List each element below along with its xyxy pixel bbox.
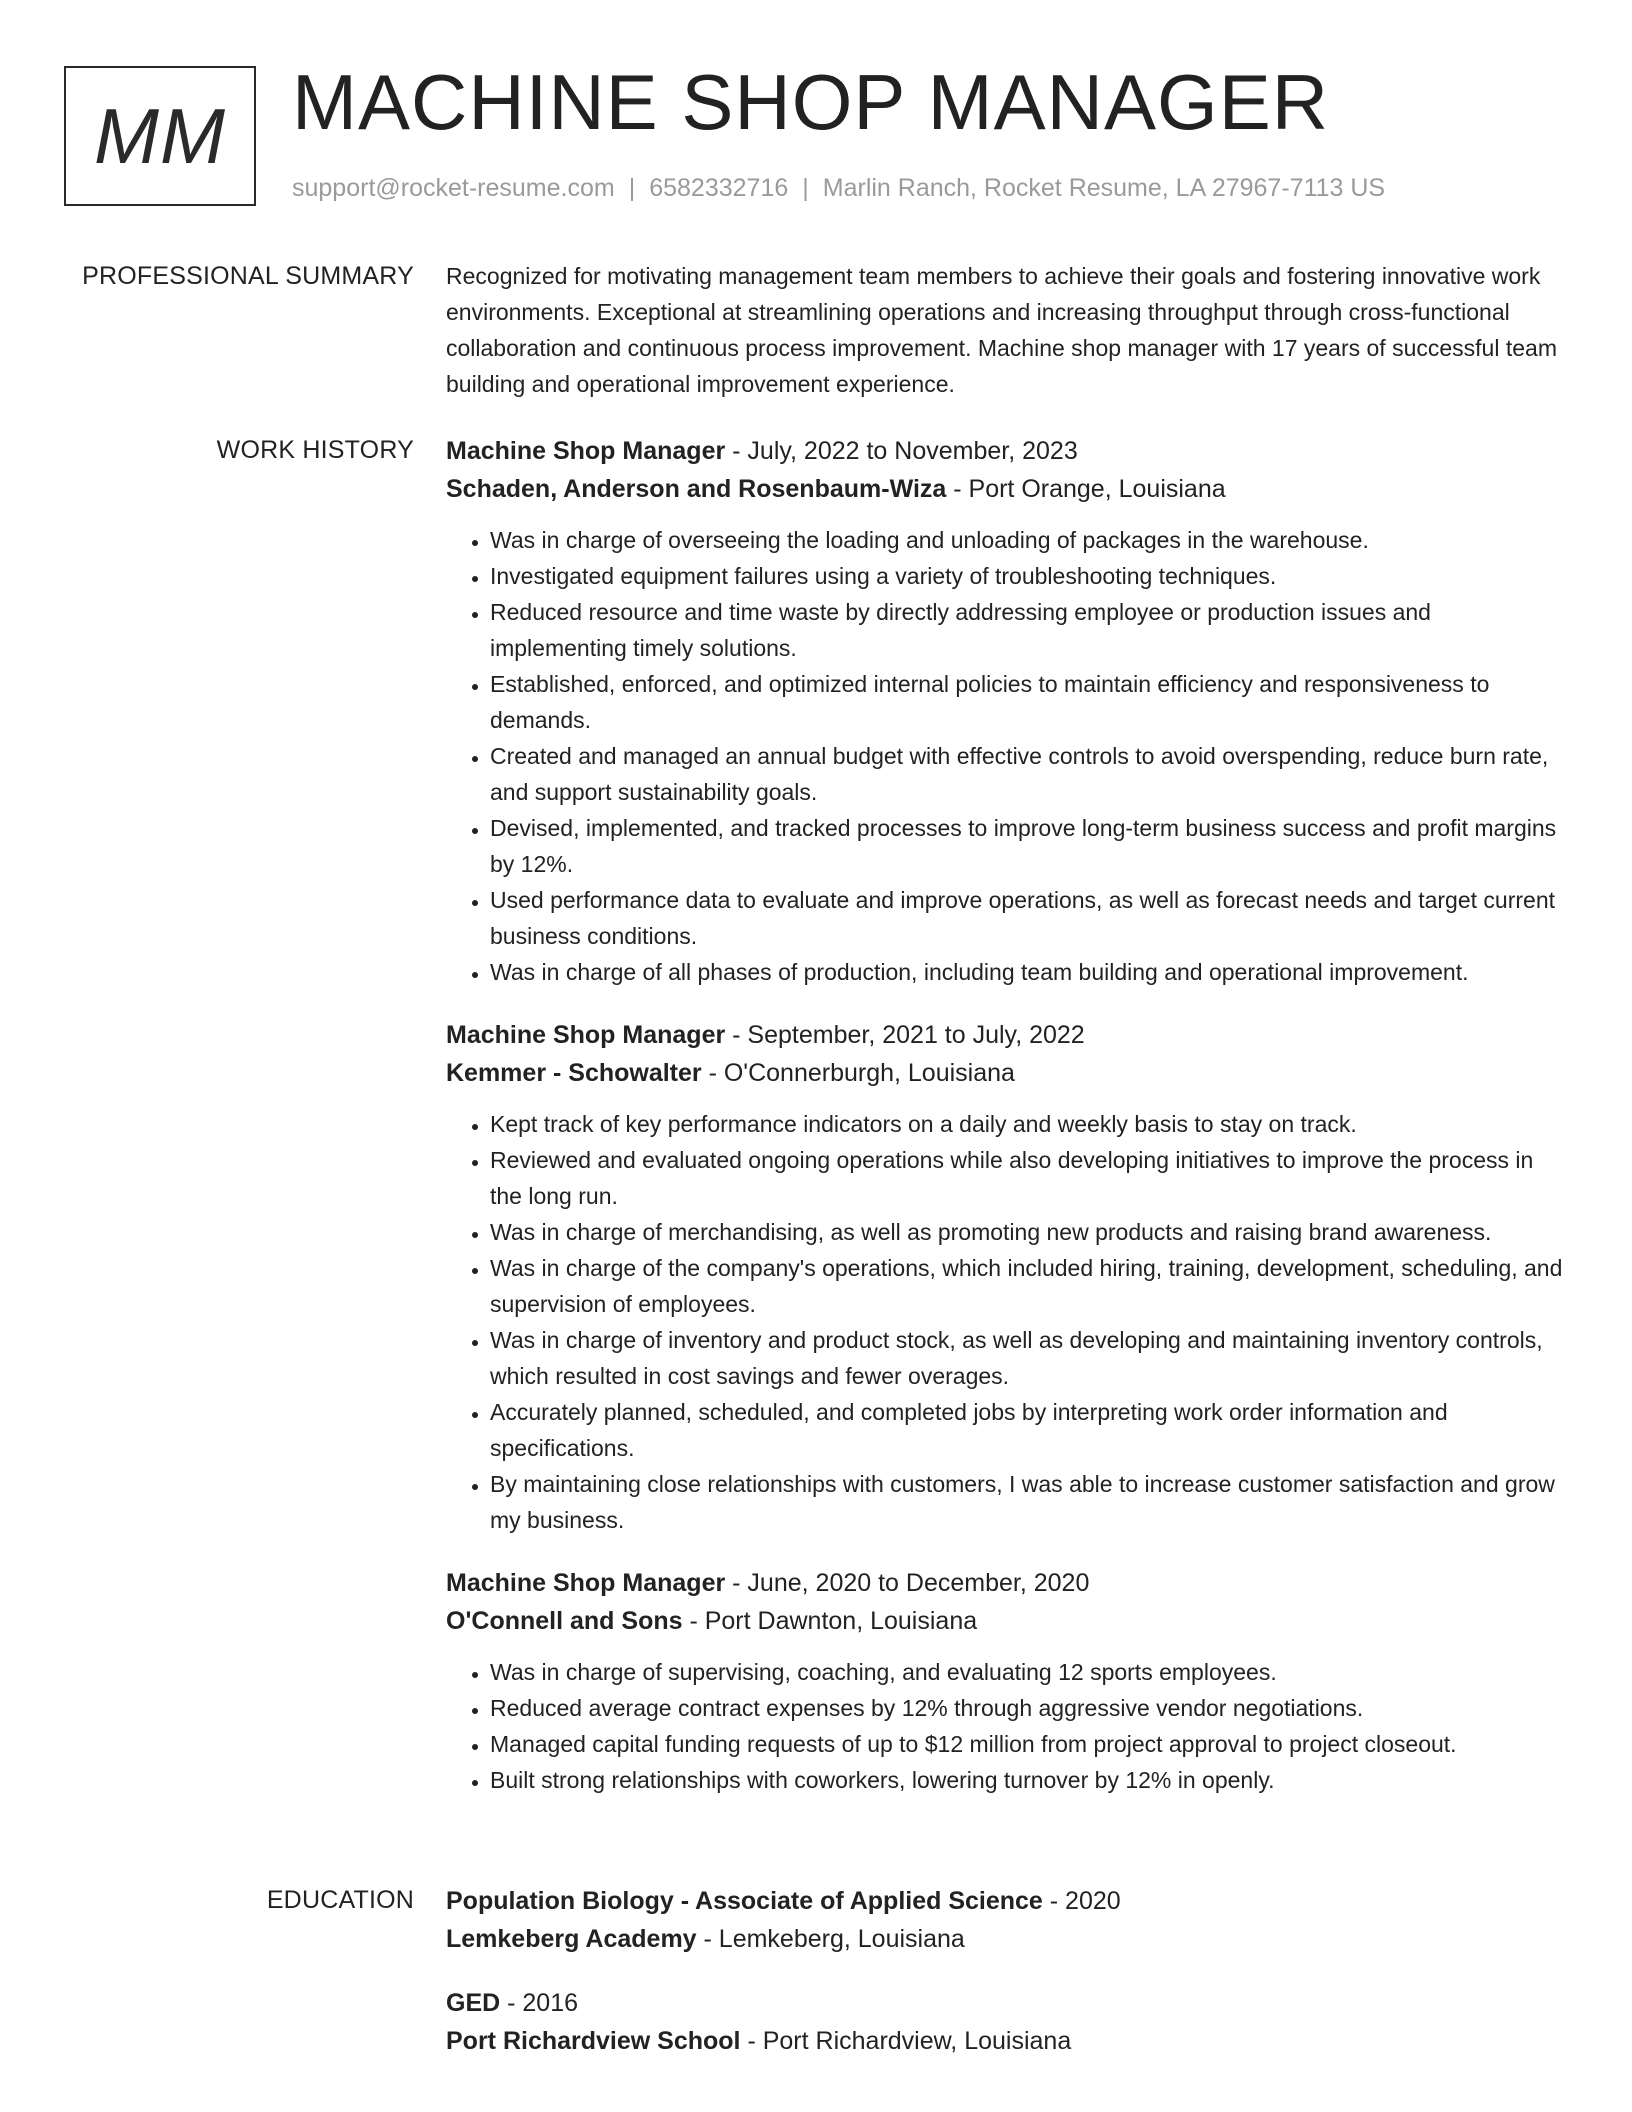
section-label-summary: PROFESSIONAL SUMMARY (82, 262, 414, 290)
education-year: - 2016 (500, 1989, 579, 2017)
work-history-body (446, 432, 1566, 1824)
job-company: O'Connell and Sons (446, 1607, 683, 1635)
education-degree: Population Biology - Associate of Applied Science (446, 1887, 1043, 1915)
job-bullets (446, 522, 1566, 990)
job-company: Kemmer - Schowalter (446, 1059, 702, 1087)
section-label-work-history: WORK HISTORY (216, 436, 414, 464)
job-title: Machine Shop Manager (446, 1569, 726, 1597)
education-entry (446, 1882, 1566, 1958)
education-school-line (446, 1920, 1566, 1958)
job-location: - O'Connerburgh, Louisiana (701, 1059, 1015, 1087)
job-bullet: • Built strong relationships with coworkers, lowering turnover by 12% in openly. (490, 1762, 1566, 1798)
job-company-line (446, 1054, 1566, 1092)
education-degree-line (446, 1984, 1566, 2022)
job-bullet: • Was in charge of merchandising, as well as promoting new products and raising brand awareness. (490, 1214, 1566, 1250)
monogram-box (64, 66, 256, 206)
job-entry (446, 432, 1566, 990)
job-company: Schaden, Anderson and Rosenbaum-Wiza (446, 475, 947, 503)
job-title-line (446, 1564, 1566, 1602)
job-title-line (446, 1016, 1566, 1054)
job-title-line (446, 432, 1566, 470)
contact-email[interactable]: support@rocket-resume.com (292, 174, 615, 202)
job-bullet: • Created and managed an annual budget with effective controls to avoid overspending, reduce burn rate, and support sustainability goals. (490, 738, 1566, 810)
job-bullet: • Reduced resource and time waste by directly addressing employee or production issues and implementing timely solutions. (490, 594, 1566, 666)
contact-address: Marlin Ranch, Rocket Resume, LA 27967-7113 US (822, 174, 1386, 202)
job-bullet: • Reduced average contract expenses by 12% through aggressive vendor negotiations. (490, 1690, 1566, 1726)
job-dates: - September, 2021 to July, 2022 (725, 1021, 1085, 1049)
job-bullet: • Established, enforced, and optimized internal policies to maintain efficiency and responsiveness to demands. (490, 666, 1566, 738)
education-school: Port Richardview School (446, 2027, 741, 2055)
contact-phone[interactable]: 6582332716 (649, 174, 789, 202)
job-dates: - June, 2020 to December, 2020 (725, 1569, 1090, 1597)
education-body (446, 1882, 1566, 2086)
contact-line (292, 174, 1385, 203)
job-bullet: • Kept track of key performance indicators on a daily and weekly basis to stay on track. (490, 1106, 1566, 1142)
job-entry (446, 1016, 1566, 1538)
contact-separator: | (628, 174, 636, 202)
job-dates: - July, 2022 to November, 2023 (725, 437, 1078, 465)
resume-title: MACHINE SHOP MANAGER (292, 58, 1330, 146)
education-entry (446, 1984, 1566, 2060)
job-bullet: • Used performance data to evaluate and improve operations, as well as forecast needs and target current business conditions. (490, 882, 1566, 954)
job-entry (446, 1564, 1566, 1798)
job-bullet: • Devised, implemented, and tracked processes to improve long-term business success and profit margins by 12%. (490, 810, 1566, 882)
section-label-education: EDUCATION (266, 1886, 414, 1914)
job-bullet: • Reviewed and evaluated ongoing operations while also developing initiatives to improve the process in the long run. (490, 1142, 1566, 1214)
education-location: - Port Richardview, Louisiana (740, 2027, 1072, 2055)
job-location: - Port Dawnton, Louisiana (682, 1607, 978, 1635)
education-location: - Lemkeberg, Louisiana (696, 1925, 965, 1953)
education-degree-line (446, 1882, 1566, 1920)
summary-text: Recognized for motivating management team members to achieve their goals and fostering innovative work environments. Exceptional at streamlining operations and increasing throughput through cross-functional collaboration and continuous process improvement. Machine shop manager with 17 years of successful team building and operational improvement experience. (446, 263, 1557, 397)
job-bullets (446, 1106, 1566, 1538)
job-bullet: • By maintaining close relationships with customers, I was able to increase customer satisfaction and grow my business. (490, 1466, 1566, 1538)
job-company-line (446, 470, 1566, 508)
job-bullets (446, 1654, 1566, 1798)
job-bullet: • Was in charge of all phases of production, including team building and operational improvement. (490, 954, 1566, 990)
job-bullet: • Accurately planned, scheduled, and completed jobs by interpreting work order information and specifications. (490, 1394, 1566, 1466)
summary-body (446, 258, 1566, 402)
monogram-initials: MM (94, 91, 226, 180)
job-location: - Port Orange, Louisiana (946, 475, 1226, 503)
job-bullet: • Was in charge of inventory and product stock, as well as developing and maintaining inventory controls, which resulted in cost savings and fewer overages. (490, 1322, 1566, 1394)
education-school: Lemkeberg Academy (446, 1925, 697, 1953)
job-company-line (446, 1602, 1566, 1640)
job-bullet: • Managed capital funding requests of up to $12 million from project approval to project closeout. (490, 1726, 1566, 1762)
contact-separator: | (802, 174, 809, 202)
job-bullet: • Was in charge of supervising, coaching, and evaluating 12 sports employees. (490, 1654, 1566, 1690)
job-bullet: • Was in charge of the company's operations, which included hiring, training, development, scheduling, and supervision of employees. (490, 1250, 1566, 1322)
job-bullet: • Was in charge of overseeing the loading and unloading of packages in the warehouse. (490, 522, 1566, 558)
job-bullet: • Investigated equipment failures using a variety of troubleshooting techniques. (490, 558, 1566, 594)
job-title: Machine Shop Manager (446, 1021, 726, 1049)
job-title: Machine Shop Manager (446, 437, 726, 465)
education-degree: GED (446, 1989, 501, 2017)
education-school-line (446, 2022, 1566, 2060)
education-year: - 2020 (1042, 1887, 1121, 1915)
